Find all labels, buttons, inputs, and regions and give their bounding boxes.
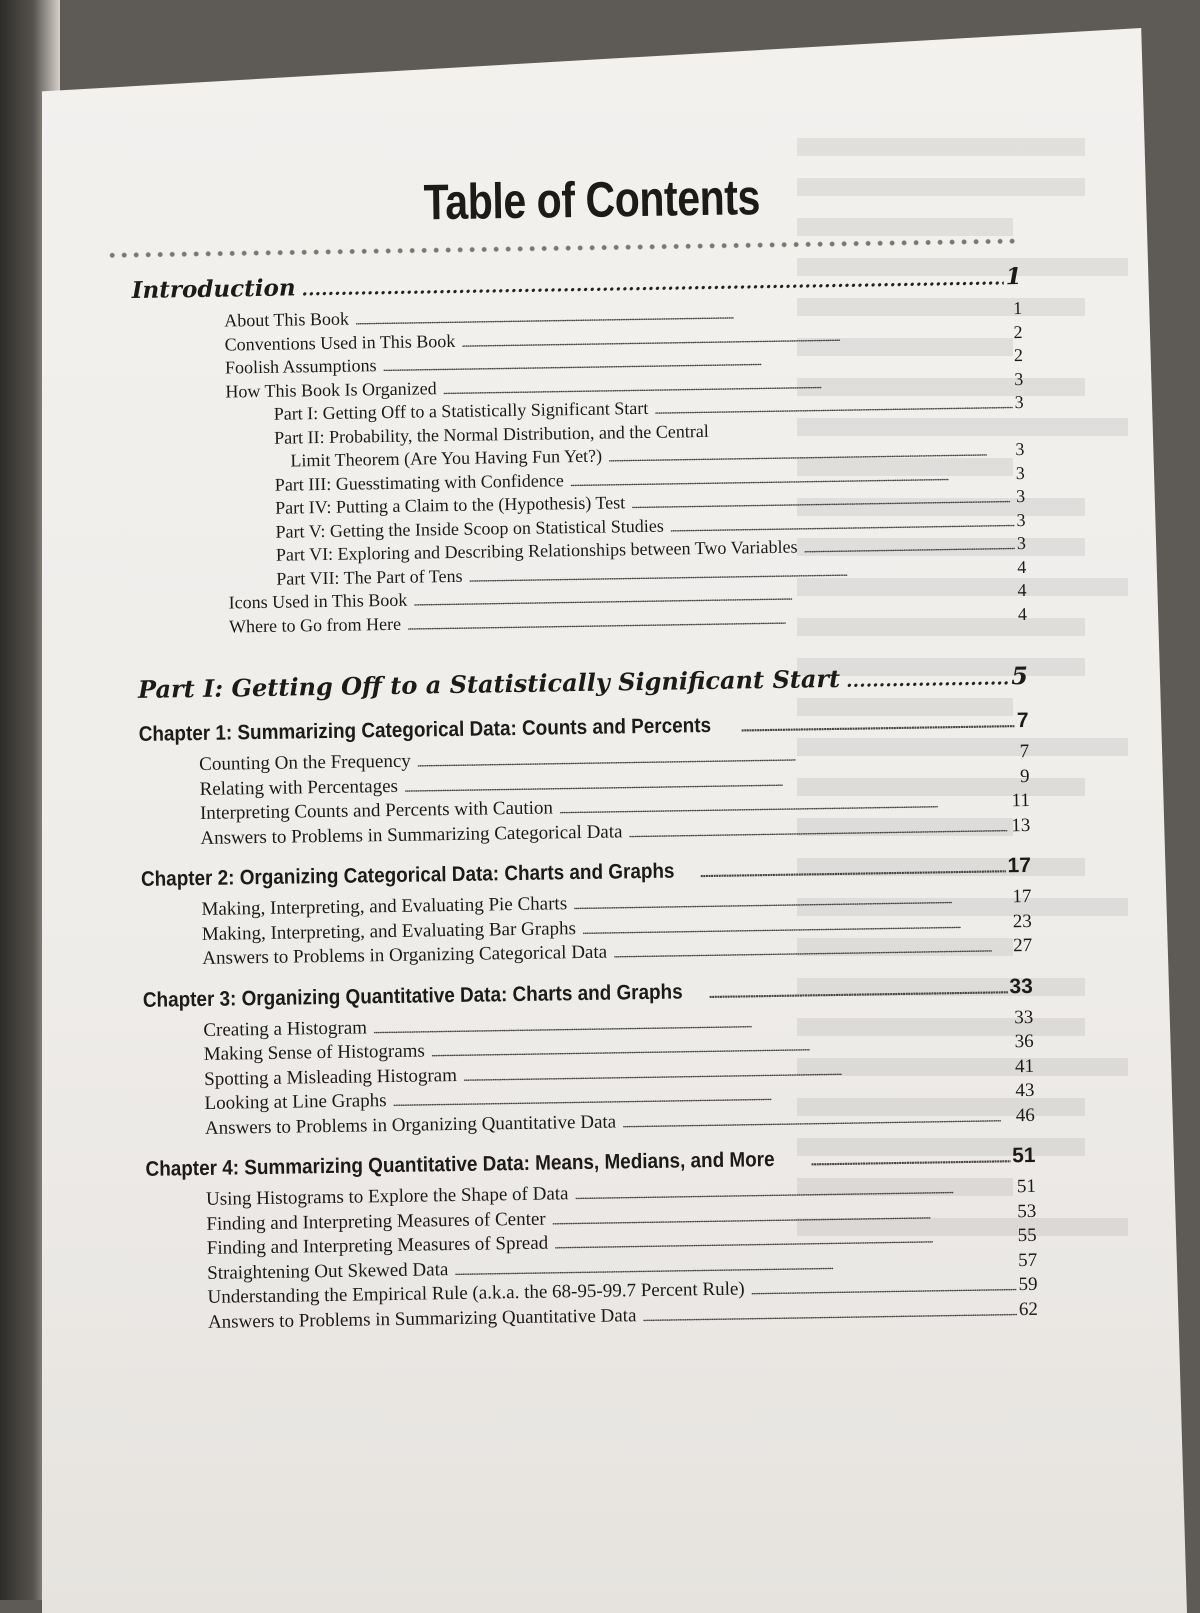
dot-leader — [613, 935, 1011, 966]
toc-entry-label: Straightening Out Skewed Data — [207, 1258, 449, 1284]
toc-entry-page: 3 — [1016, 509, 1026, 530]
toc-entry-page: 4 — [1017, 603, 1028, 624]
dot-leader — [628, 815, 1009, 845]
toc-entry-label: Making Sense of Histograms — [203, 1040, 426, 1065]
dotted-divider — [106, 236, 1016, 260]
introduction-label: Introduction — [131, 274, 296, 304]
toc-entry-label: Icons Used in This Book — [228, 589, 408, 613]
dot-leader — [700, 853, 1006, 885]
toc-entry-label: Interpreting Counts and Percents with Caution — [199, 797, 554, 824]
toc-entry-label: Finding and Interpreting Measures of Spread — [206, 1232, 549, 1259]
dot-leader — [622, 1105, 1014, 1136]
toc-entry-label: Foolish Assumptions — [224, 355, 377, 378]
toc-entry-label: Where to Go from Here — [228, 613, 402, 636]
part-1-page: 5 — [1010, 660, 1029, 691]
toc-entry-page: 2 — [1013, 321, 1023, 342]
toc-entry-label: Understanding the Empirical Rule (a.k.a. the 68-95-99.7 Percent Rule) — [207, 1278, 745, 1308]
toc-entry-label: Counting On the Frequency — [199, 750, 411, 775]
toc-entry-page: 3 — [1014, 368, 1024, 389]
toc-entry-page: 4 — [1017, 556, 1027, 577]
toc-entry-page: 33 — [1014, 1006, 1034, 1028]
toc-entry-label: Creating a Histogram — [203, 1016, 368, 1041]
toc-entry-page: 53 — [1017, 1200, 1037, 1222]
toc-entry-page: 59 — [1018, 1273, 1038, 1296]
toc-entry-page: 7 — [1019, 740, 1030, 763]
toc-entry-label: Looking at Line Graphs — [204, 1090, 387, 1114]
toc-entry-label: Limit Theorem (Are You Having Fun Yet?) — [290, 445, 603, 471]
dot-leader — [708, 974, 1007, 1006]
dot-leader — [846, 661, 1010, 697]
toc-entry-page: 62 — [1018, 1298, 1039, 1320]
toc-entry-page: 46 — [1015, 1104, 1035, 1126]
toc-entry-label: Relating with Percentages — [199, 775, 399, 800]
toc-entry-page: 33 — [1009, 974, 1033, 998]
toc-entry-page: 9 — [1019, 765, 1030, 787]
toc-entry-page: 23 — [1012, 910, 1032, 932]
toc-entry-label: Part V: Getting the Inside Scoop on Statistical Studies — [275, 515, 664, 542]
toc-entry-label: Using Histograms to Explore the Shape of Data — [205, 1183, 569, 1210]
toc-entry-page: 36 — [1014, 1030, 1034, 1053]
toc-entry-page: 3 — [1015, 462, 1025, 483]
toc-entry-label: Chapter 2: Organizing Categorical Data: Charts and Graphs — [140, 859, 675, 891]
dot-leader — [803, 533, 1015, 560]
toc-entry-page: 3 — [1014, 391, 1024, 413]
toc-entry-page: 57 — [1017, 1249, 1038, 1271]
toc-entry-label: Answers to Problems in Organizing Categorical Data — [202, 941, 608, 969]
page-title: Table of Contents — [423, 169, 761, 231]
toc-entry-label: Chapter 4: Summarizing Quantitative Data: Means, Medians, and More — [145, 1147, 775, 1181]
toc-entry-label: Finding and Interpreting Measures of Center — [206, 1208, 546, 1235]
toc-entry-label: Making, Interpreting, and Evaluating Bar Graphs — [201, 917, 577, 945]
toc-entry-label: Part VI: Exploring and Describing Relationships between Two Variables — [275, 536, 798, 565]
toc-entry-page: 13 — [1011, 814, 1031, 836]
introduction-page: 1 — [1005, 263, 1022, 291]
toc-entry-page: 4 — [1017, 579, 1027, 601]
toc-entry-page: 2 — [1013, 344, 1024, 366]
toc-entry-label: Part II: Probability, the Normal Distribution, and the Central — [273, 420, 709, 448]
dot-leader — [740, 708, 1015, 739]
toc-entry-label: Answers to Problems in Summarizing Quantitative Data — [207, 1304, 637, 1333]
toc-entry-label: Part I: Getting Off to a Statistically Significant Start — [273, 397, 649, 424]
toc-content — [130, 164, 1038, 1337]
toc-entry-page: 17 — [1012, 885, 1032, 908]
toc-entry-page: 7 — [1016, 708, 1029, 733]
dot-leader — [810, 1143, 1010, 1173]
part-1-label: Part I: Getting Off to a Statistically Significant Start — [137, 663, 841, 704]
toc-entry-page: 3 — [1015, 485, 1026, 507]
introduction-items — [132, 298, 1027, 641]
toc-entry-page: 3 — [1015, 438, 1025, 460]
toc-entry-label: Chapter 3: Organizing Quantitative Data: Charts and Graphs — [142, 979, 683, 1012]
toc-entry-page: 51 — [1016, 1175, 1037, 1198]
toc-part-1 — [138, 661, 1028, 708]
toc-entry-label: Part III: Guesstimating with Confidence — [274, 469, 564, 495]
toc-entry-label: Spotting a Misleading Histogram — [203, 1064, 458, 1090]
part-1-chapters — [139, 708, 1039, 1337]
toc-entry-label: Part VII: The Part of Tens — [276, 565, 463, 589]
toc-entry-label: Making, Interpreting, and Evaluating Pie Charts — [201, 893, 568, 920]
toc-entry-page: 11 — [1011, 789, 1031, 812]
toc-entry-page: 41 — [1014, 1055, 1035, 1077]
toc-entry-page: 55 — [1017, 1224, 1037, 1247]
toc-entry-label: Chapter 1: Summarizing Categorical Data: Counts and Percents — [138, 713, 712, 746]
toc-entry-label: Answers to Problems in Organizing Quantitative Data — [204, 1110, 617, 1139]
toc-entry-page: 3 — [1016, 532, 1027, 554]
toc-entry-page: 43 — [1015, 1079, 1035, 1102]
toc-entry-label: How This Book Is Organized — [225, 377, 437, 402]
toc-entry-label: Conventions Used in This Book — [224, 330, 456, 355]
dot-leader — [301, 262, 1004, 305]
toc-entry-page: 27 — [1013, 934, 1033, 957]
toc-entry-page: 1 — [1012, 298, 1023, 319]
toc-entry-page: 51 — [1011, 1143, 1036, 1168]
toc-entry-label: About This Book — [224, 308, 350, 331]
toc-entry-page: 17 — [1007, 853, 1032, 878]
toc-entry-label: Part IV: Putting a Claim to the (Hypothesis) Test — [275, 492, 626, 518]
toc-entry-label: Answers to Problems in Summarizing Categorical Data — [200, 820, 623, 849]
